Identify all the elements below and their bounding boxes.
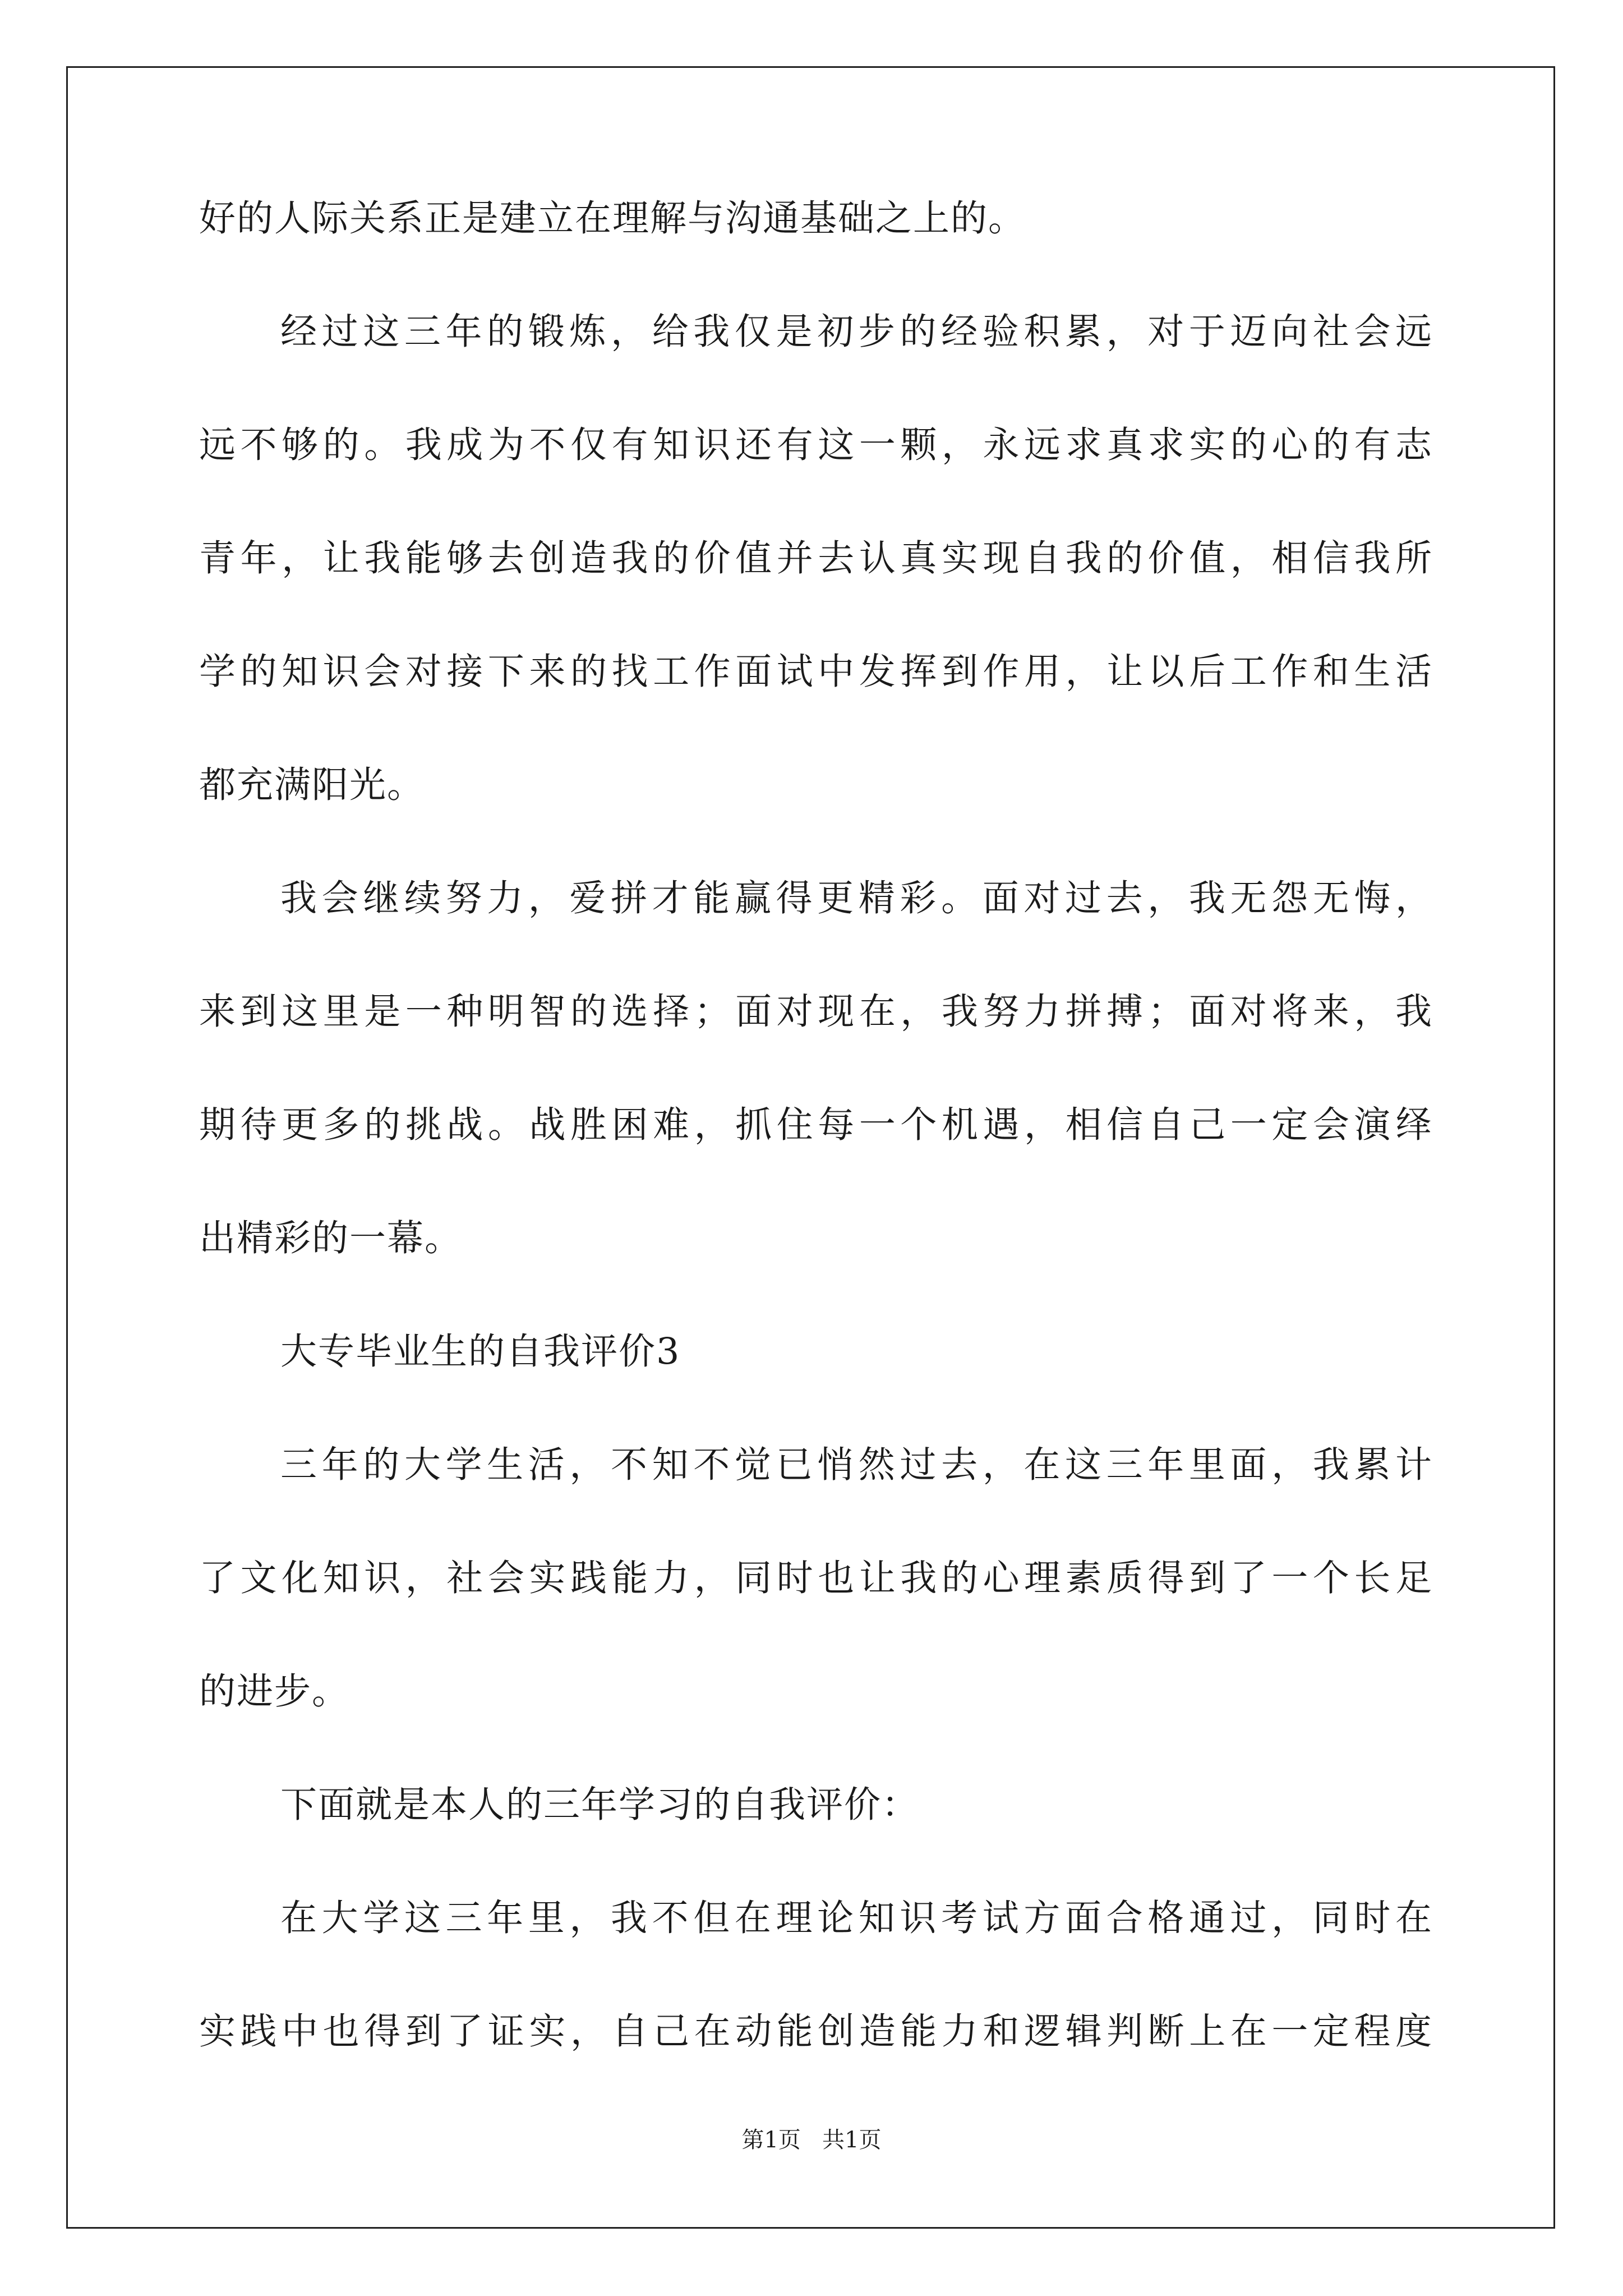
text-line: 出精彩的一幕。 — [199, 1217, 463, 1259]
text-line: 远不够的。我成为不仅有知识还有这一颗，永远求真求实的心的有志 — [199, 424, 1433, 466]
text-line: 都充满阳光。 — [199, 764, 425, 806]
page-footer: 第1页 共1页 — [741, 2127, 882, 2153]
text-line: 经过这三年的锻炼，给我仅是初步的经验积累，对于迈向社会远 — [280, 311, 1433, 353]
text-line: 实践中也得到了证实，自己在动能创造能力和逻辑判断上在一定程度 — [199, 2010, 1433, 2053]
text-line: 的进步。 — [199, 1671, 350, 1713]
text-line: 了文化知识，社会实践能力，同时也让我的心理素质得到了一个长足 — [199, 1557, 1433, 1599]
section-heading: 大专毕业生的自我评价3 — [280, 1331, 681, 1373]
text-line: 三年的大学生活，不知不觉已悄然过去，在这三年里面，我累计 — [280, 1444, 1433, 1486]
text-line: 下面就是本人的三年学习的自我评价： — [280, 1784, 920, 1826]
text-line: 来到这里是一种明智的选择；面对现在，我努力拼搏；面对将来，我 — [199, 991, 1433, 1033]
text-line: 我会继续努力，爱拼才能赢得更精彩。面对过去，我无怨无悔， — [280, 877, 1433, 919]
text-line: 青年，让我能够去创造我的价值并去认真实现自我的价值，相信我所 — [199, 537, 1433, 579]
text-line: 好的人际关系正是建立在理解与沟通基础之上的。 — [199, 197, 1026, 240]
text-line: 学的知识会对接下来的找工作面试中发挥到作用，让以后工作和生活 — [199, 651, 1433, 693]
text-line: 期待更多的挑战。战胜困难，抓住每一个机遇，相信自己一定会演绎 — [199, 1104, 1433, 1146]
text-line: 在大学这三年里，我不但在理论知识考试方面合格通过，同时在 — [280, 1897, 1433, 1939]
